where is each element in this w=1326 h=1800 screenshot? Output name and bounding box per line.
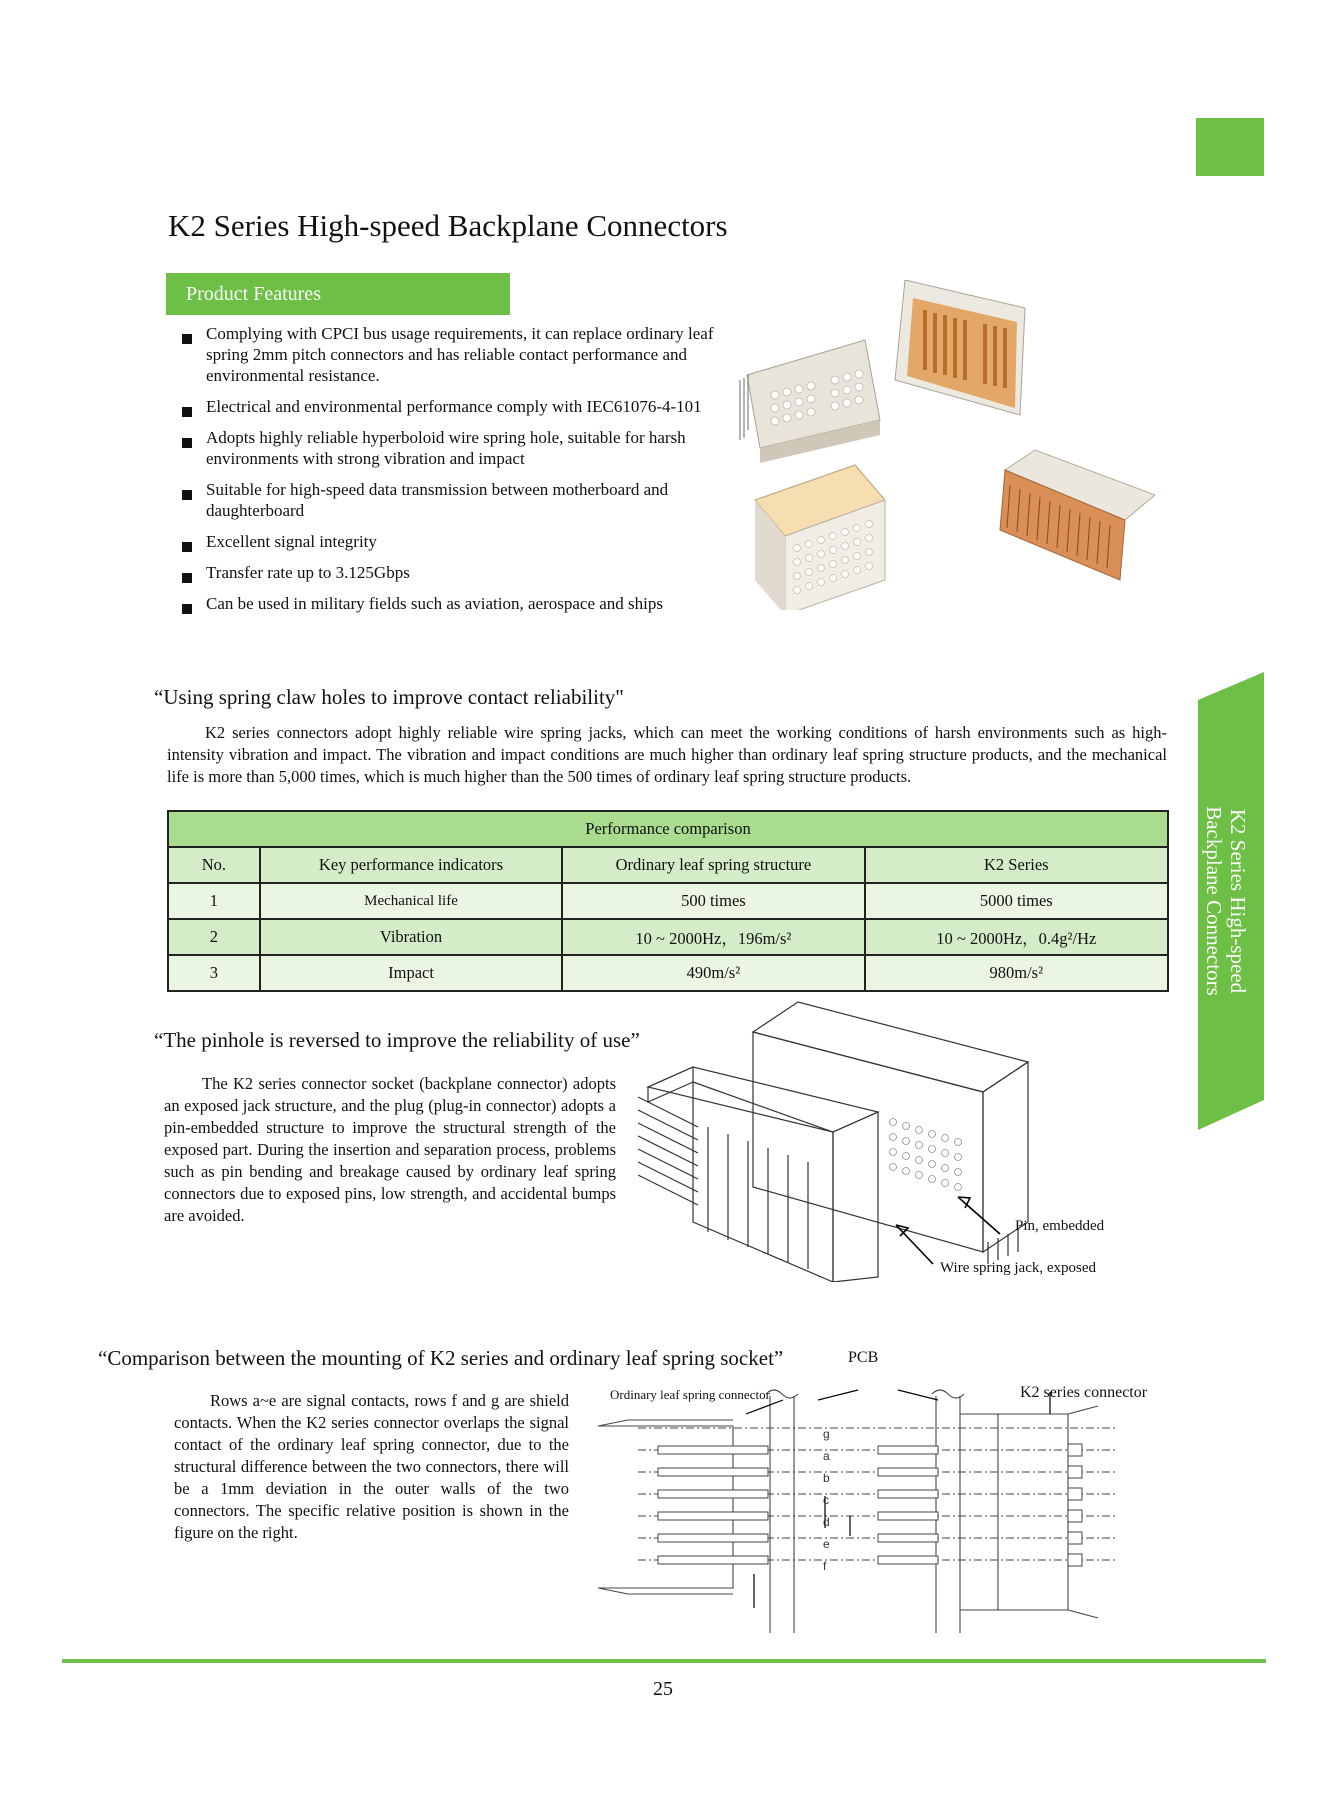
- connector-left-back: [740, 340, 880, 463]
- table-cell: 3: [168, 955, 260, 991]
- table-cell: 1: [168, 883, 260, 919]
- row-letter: a: [823, 1449, 830, 1463]
- table-caption: Performance comparison: [168, 811, 1168, 847]
- table-row: [168, 919, 1168, 955]
- table-header: K2 Series: [865, 847, 1168, 883]
- pcb-label: PCB: [848, 1349, 879, 1366]
- feature-item: Suitable for high-speed data transmission between motherboard and daughterboard: [180, 479, 740, 521]
- connector-front-right: [1000, 450, 1155, 580]
- section2-title: “The pinhole is reversed to improve the reliability of use”: [154, 1028, 640, 1052]
- table-cell: 490m/s²: [562, 955, 864, 991]
- pinhole-diagram: [638, 992, 1038, 1282]
- feature-item: Excellent signal integrity: [180, 531, 740, 552]
- table-cell: 10 ~ 2000Hz，0.4g²/Hz: [865, 919, 1168, 955]
- table-cell: 2: [168, 919, 260, 955]
- row-letter: f: [823, 1559, 827, 1573]
- table-header: Key performance indicators: [260, 847, 562, 883]
- row-letter: d: [823, 1515, 830, 1529]
- table-header: No.: [168, 847, 260, 883]
- table-cell: Impact: [260, 955, 562, 991]
- table-cell: 5000 times: [865, 883, 1168, 919]
- connector-front-left: [755, 465, 885, 610]
- label-jack-exposed: Wire spring jack, exposed: [940, 1260, 1097, 1276]
- page-number: 25: [653, 1678, 673, 1700]
- feature-item: Electrical and environmental performance comply with IEC61076-4-101: [180, 396, 740, 417]
- side-tab-line1: K2 Series High-speed: [1226, 808, 1250, 994]
- table-cell: Mechanical life: [260, 883, 562, 919]
- table-row: [168, 955, 1168, 991]
- table-row: [168, 883, 1168, 919]
- side-tab-label: [1202, 806, 1250, 996]
- row-letter: e: [823, 1537, 830, 1551]
- row-letter: g: [823, 1427, 830, 1441]
- table-cell: 980m/s²: [865, 955, 1168, 991]
- label-pin-embedded: Pin, embedded: [1015, 1218, 1105, 1234]
- diagram-right-label: K2 series connector: [1020, 1384, 1148, 1401]
- section3-body: Rows a~e are signal contacts, rows f and g are shield contacts. When the K2 series connector overlaps the signal contact of the ordinary leaf spring connector, due to the structural difference between the two connectors, there will be a 1mm deviation in the outer walls of the two connectors. The specific relative position is shown in the figure on the right.: [174, 1391, 569, 1542]
- corner-accent-block: [1196, 118, 1264, 176]
- page-title: K2 Series High-speed Backplane Connectors: [168, 208, 728, 243]
- section1-body: K2 series connectors adopt highly reliable wire spring jacks, which can meet the working conditions of harsh environments such as high-intensity vibration and impact. The vibration and impact conditions are much higher than ordinary leaf spring structure products, and the mechanical life is more than 5,000 times, which is much higher than the 500 times of ordinary leaf spring structure products.: [167, 723, 1167, 786]
- table-cell: Vibration: [260, 919, 562, 955]
- feature-item: Can be used in military fields such as aviation, aerospace and ships: [180, 593, 740, 614]
- section1-title: “Using spring claw holes to improve contact reliability": [154, 685, 624, 709]
- table-cell: 10 ~ 2000Hz，196m/s²: [562, 919, 864, 955]
- table-header-row: [168, 847, 1168, 883]
- row-letter: b: [823, 1471, 830, 1485]
- product-photo: [735, 280, 1155, 610]
- table-cell: 500 times: [562, 883, 864, 919]
- diagram-left-label: Ordinary leaf spring connector: [610, 1387, 770, 1402]
- row-letter: c: [823, 1493, 829, 1507]
- section2-body: The K2 series connector socket (backplane connector) adopts an exposed jack structure, and the plug (plug-in connector) adopts a pin-embedded structure to improve the structural strength of the exposed part. During the insertion and separation process, problems such as pin bending and breakage caused by ordinary leaf spring connectors due to exposed pins, low strength, and accidental bumps are avoided.: [164, 1074, 616, 1225]
- mounting-diagram: [598, 1378, 1118, 1640]
- connector-right-back: [895, 280, 1025, 415]
- features-list: [180, 323, 740, 624]
- performance-table: [167, 810, 1169, 992]
- feature-item: Transfer rate up to 3.125Gbps: [180, 562, 740, 583]
- side-tab-line2: Backplane Connectors: [1202, 806, 1226, 996]
- footer-divider: [62, 1659, 1266, 1663]
- feature-item: Complying with CPCI bus usage requirements, it can replace ordinary leaf spring 2mm pitch connectors and has reliable contact performance and environmental resistance.: [180, 323, 740, 386]
- section3-title: “Comparison between the mounting of K2 series and ordinary leaf spring socket”: [98, 1346, 784, 1370]
- features-header: Product Features: [166, 273, 510, 315]
- table-header: Ordinary leaf spring structure: [562, 847, 864, 883]
- feature-item: Adopts highly reliable hyperboloid wire spring hole, suitable for harsh environments with strong vibration and impact: [180, 427, 740, 469]
